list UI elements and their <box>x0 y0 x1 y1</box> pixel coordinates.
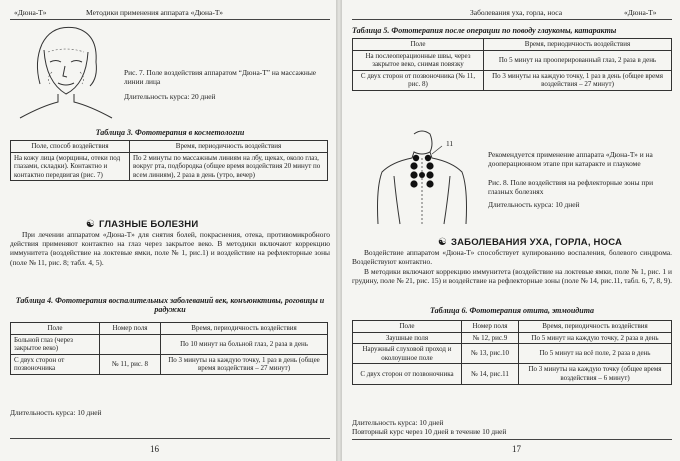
table5-title: Таблица 5. Фототерапия после операции по поводу глаукомы, катаракты <box>352 26 617 35</box>
table-row <box>353 70 672 90</box>
table-header-cell: Номер поля <box>100 323 161 335</box>
table-header-row <box>353 39 672 51</box>
table-header-row <box>353 321 672 333</box>
table-cell: По 3 минуты на каждую точку (общее время воздействия – 6 минут) <box>519 364 672 384</box>
table-row <box>353 332 672 344</box>
table-cell: По 5 минут на каждую точку, 2 раза в день <box>519 332 672 344</box>
table-cell: На кожу лица (морщины, отеки под глазами, складки). Контактно и контактно передвигая (рис. 7) <box>11 152 130 181</box>
left-page-number: 16 <box>150 444 159 454</box>
left-page <box>0 0 336 461</box>
table-cell: Наружный слуховой проход и околоушное поле <box>353 344 462 364</box>
right-header-brand: «Дюна-Т» <box>624 8 657 17</box>
table-row <box>11 334 328 354</box>
ent-paragraph-2: В методики включают коррекцию иммунитета (воздействие на локтевые ямки, поле № 1, рис. 1 и грудину, поле № 21, рис. 15) и воздействие на рефлекторные зоны (поле № 14, рис.11, табл. 6, 7, 8, 9). <box>352 267 672 286</box>
table-cell: № 14, рис.11 <box>462 364 519 384</box>
left-header-rule <box>10 19 330 20</box>
table-header-cell: Поле, способ воздействия <box>11 141 130 153</box>
fig8-caption: Рис. 8. Поле воздействия на рефлекторные зоны при глазных болезнях <box>488 178 654 197</box>
table-cell: На послеоперационные швы, через закрытое веко, снимая повязку <box>353 50 484 70</box>
section-ent-title: ЗАБОЛЕВАНИЯ УХА, ГОРЛА, НОСА <box>450 237 623 248</box>
fig8-course: Длительность курса: 10 дней <box>488 200 580 209</box>
left-course: Длительность курса: 10 дней <box>10 408 102 417</box>
table-cell: Заушные поля <box>353 332 462 344</box>
ent-paragraph-1: Воздействие аппаратом «Дюна-Т» способствует купированию воспаления, болевого синдрома. Воздействуют контактно. <box>352 248 672 267</box>
table-row <box>353 344 672 364</box>
left-header-title: Методики применения аппарата «Дюна-Т» <box>86 8 224 17</box>
table-cell: По 3 минуты на каждую точку, 1 раз в день (общее время воздействия – 27 минут) <box>484 70 672 90</box>
table-row <box>353 50 672 70</box>
table-cell: Больной глаз (через закрытое веко) <box>11 334 100 354</box>
table3 <box>10 140 328 181</box>
table-cell: По 2 минуты по массажным линиям на лбу, щеках, около глаз, вокруг рта, подбородка (общее время воздействия 20 минут по всем линиям), 2 раза в день (утро, вечер) <box>130 152 328 181</box>
table4 <box>10 322 328 375</box>
fig7-caption: Рис. 7. Поле воздействия аппаратом “Дюна-Т” на массажные линии лица <box>124 68 317 87</box>
recommend-text: Рекомендуется применение аппарата «Дюна-Т» и на дооперационном этапе при катаракте и глаукоме <box>488 150 653 169</box>
table3-title: Таблица 3. Фототерапия в косметологии <box>95 128 245 137</box>
table-row <box>11 354 328 374</box>
right-page <box>342 0 680 461</box>
table-cell: № 11, рис. 8 <box>100 354 161 374</box>
table-header-cell: Время, периодичность воздействия <box>519 321 672 333</box>
table-header-cell: Поле <box>353 321 462 333</box>
table-cell: С двух сторон от позвоночника <box>11 354 100 374</box>
left-footer-rule <box>10 438 330 439</box>
table-row <box>353 364 672 384</box>
table-header-cell: Время, периодичность воздействия <box>161 323 328 335</box>
table-cell: № 13, рис.10 <box>462 344 519 364</box>
face-illustration <box>12 22 118 120</box>
table-header-row <box>11 141 328 153</box>
table-cell: По 10 минут на больной глаз, 2 раза в день <box>161 334 328 354</box>
right-course: Длительность курса: 10 дней <box>352 418 444 427</box>
right-page-number: 17 <box>512 444 521 454</box>
fig7-course: Длительность курса: 20 дней <box>124 92 216 101</box>
back-illustration <box>372 128 472 228</box>
eye-section-icon: ☯ <box>86 219 95 230</box>
right-header-rule <box>352 19 672 20</box>
left-header-brand: «Дюна-Т» <box>14 8 47 17</box>
table-row <box>11 152 328 181</box>
table4-title: Таблица 4. Фототерапия воспалительных заболеваний век, конъюнктивы, роговицы и радужки <box>15 296 325 314</box>
right-repeat-course: Повторный курс через 10 дней в течение 10 дней <box>352 427 507 436</box>
right-header-title: Заболевания уха, горла, носа <box>470 8 563 17</box>
table-cell <box>100 334 161 354</box>
ent-section-icon: ☯ <box>438 237 447 248</box>
right-footer-rule <box>352 439 672 440</box>
table-cell: По 5 минут на всё поле, 2 раза в день <box>519 344 672 364</box>
table-cell: № 12, рис.9 <box>462 332 519 344</box>
table-header-row <box>11 323 328 335</box>
table5 <box>352 38 672 91</box>
section-eye-title: ГЛАЗНЫЕ БОЛЕЗНИ <box>98 219 199 230</box>
table-header-cell: Поле <box>11 323 100 335</box>
table-cell: С двух сторон от позвоночника (№ 11, рис. 8) <box>353 70 484 90</box>
table-header-cell: Время, периодичность воздействия <box>484 39 672 51</box>
table-cell: С двух сторон от позвоночника <box>353 364 462 384</box>
fig8-field-label: 11 <box>446 139 454 148</box>
table-header-cell: Время, периодичность воздействия <box>130 141 328 153</box>
table6-title: Таблица 6. Фототерапия отита, этмоидита <box>430 306 594 315</box>
table6 <box>352 320 672 385</box>
eye-paragraph: При лечении аппаратом «Дюна-Т» для снятия болей, покраснения, отека, противомикробного действия применяют контактно на глаз через закрытое веко. В методики включают коррекцию иммунитета (воздействие на локтевые ямки, поле № 1, рис.1) и воздействие на рефлекторные зоны (поле № 11, рис. 8; табл. 4, 5). <box>10 230 330 267</box>
table-cell: По 3 минуты на каждую точку, 1 раз в день (общее время воздействия – 27 минут) <box>161 354 328 374</box>
table-cell: По 5 минут на прооперированный глаз, 2 раза в день <box>484 50 672 70</box>
table-header-cell: Номер поля <box>462 321 519 333</box>
table-header-cell: Поле <box>353 39 484 51</box>
